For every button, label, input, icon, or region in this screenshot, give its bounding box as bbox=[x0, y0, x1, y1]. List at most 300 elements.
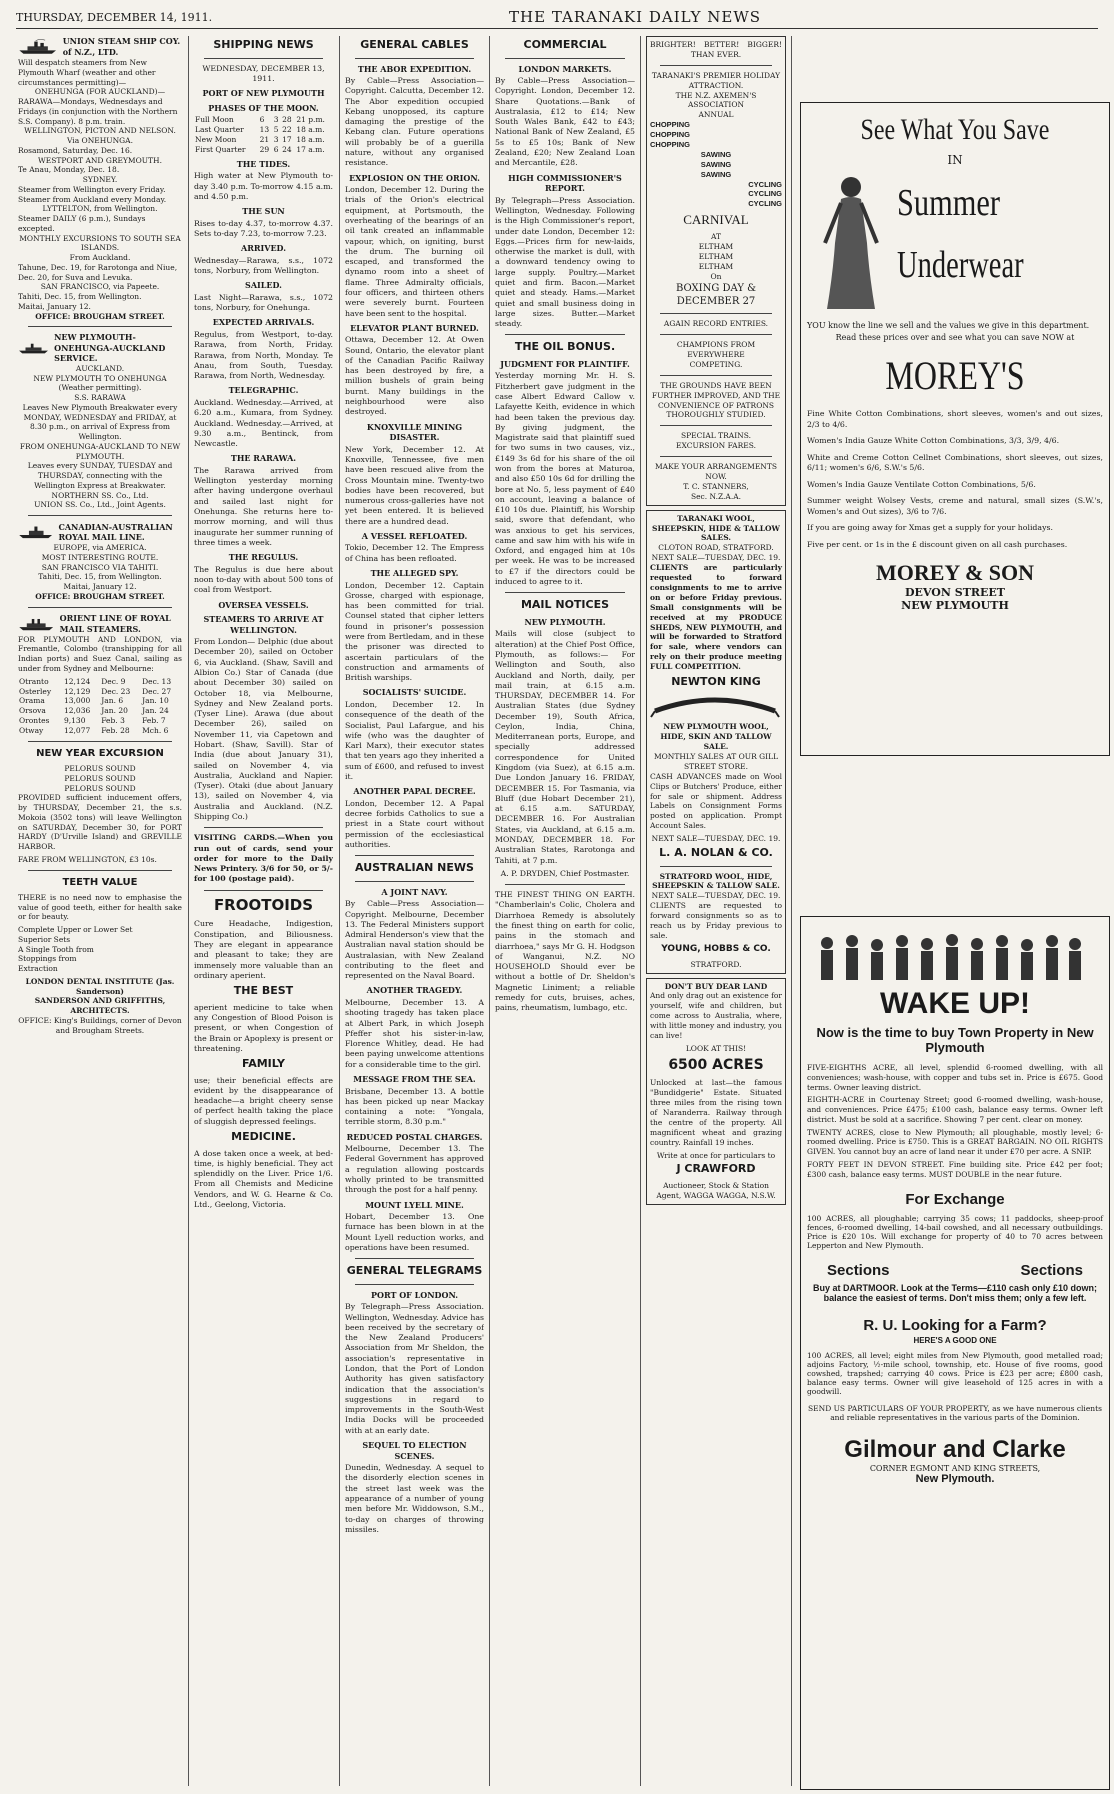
table-cell: Jan. 10 bbox=[142, 696, 169, 706]
paragraph: aperient medicine to take when any Congestion of Blood Poison is present, or when Congestion of the Brain or Apoplexy is present or threatening. bbox=[194, 1002, 333, 1053]
table-row bbox=[18, 696, 182, 706]
text-line: WELLINGTON, PICTON AND NELSON. Via ONEHUNGA. bbox=[24, 126, 176, 145]
paragraph: From London— Delphic (due about December 20), sailed on October 6, via Auckland. (Shaw, Savill and Albion Co.) Star of Canada (due about December 30) sailed on October 18, via Melbourne, Sydney and New Zealand ports. (Tyser Line). Arawa (due about December 26), sailed on November 11, via Capetown and Hobart. (Shaw, Savill). Star of India (due about January 31), sailed on November 4, via Australia, Auckland and Napier. (Tyser). Otaki (due about January 13), sailed on November 4, via Australia and Auckland. (N.Z. Shipping Co.) bbox=[194, 637, 333, 821]
moreys-heading: MOREY'S bbox=[885, 353, 1025, 398]
table-cell: 18 a.m. bbox=[296, 125, 325, 135]
steamship-icon bbox=[18, 337, 50, 359]
np-service-heading: NEW PLYMOUTH-ONEHUNGA-AUCKLAND SERVICE. bbox=[54, 332, 166, 364]
text-line: STRATFORD. bbox=[690, 959, 742, 969]
paragraph: Cure Headache, Indigestion, Constipation, and Biliousness. They are elegant in appearance and pleasant to take; they are immensely more valuable than an ordinary aperient. bbox=[194, 919, 333, 980]
union-heading: UNION STEAM SHIP COY. of N.Z., LTD. bbox=[62, 36, 181, 57]
firm-name: MOREY & SON bbox=[875, 560, 1035, 586]
text-line: Tahiti, Dec. 15, from Wellington. bbox=[18, 292, 142, 301]
cycling-label: CYCLING bbox=[748, 189, 782, 199]
text-line: Steamer from Wellington every Friday. bbox=[18, 184, 166, 194]
table-row bbox=[194, 125, 333, 135]
listing: FIVE-EIGHTHS ACRE, all level, splendid 6-roomed dwelling, with all conveniences; wash-house, with copper and tubs set in. Price is £675. Good terms. Owner leaving district. bbox=[807, 1063, 1103, 1092]
text-line: AUCKLAND. bbox=[75, 363, 125, 373]
carnival-title: CARNIVAL bbox=[683, 212, 749, 228]
text-line: NEXT SALE—TUESDAY, DEC. 19. bbox=[651, 553, 781, 563]
table-cell: 28 bbox=[282, 115, 292, 125]
table-cell: Dec. 27 bbox=[142, 686, 172, 696]
subheading: THE ALLEGED SPY. bbox=[370, 568, 459, 579]
eltham-label: ELTHAM bbox=[698, 242, 734, 252]
postmaster-signature: A. P. DRYDEN, Chief Postmaster. bbox=[500, 868, 630, 878]
summer-heading: Summer bbox=[897, 182, 1001, 224]
text-line: Maitai, January 12. bbox=[63, 582, 137, 592]
price-item: Five per cent. or 1s in the £ discount given on all cash purchases. bbox=[807, 539, 1068, 549]
exchange-heading: For Exchange bbox=[905, 1191, 1005, 1209]
text-line: Steamer DAILY (6 p.m.), Sundays excepted. bbox=[18, 214, 146, 233]
text-line: SAN FRANCISCO VIA TAHITI. bbox=[41, 562, 159, 572]
orient-sailings-table bbox=[18, 677, 182, 736]
paragraph: And only drag out an existence for yourself, wife and children, but come across to Australia, where, with little money and industry, you can live! bbox=[650, 991, 782, 1041]
orient-intro: FOR PLYMOUTH AND LONDON, via Fremantle, Colombo (transhipping for all Indian ports) and Suez Canal, sailing as under from Sydney and Melbourne: bbox=[18, 634, 182, 673]
paragraph: CASH ADVANCES made on Wool Clips or Butchers' Produce, either for sale or shipment. Address Labels on Consignment Forms posted on application. Prompt Account Sales. bbox=[650, 771, 782, 831]
paragraph: Brisbane, December 13. A bottle has been picked up near Mackay containing a note: "Yongala, terrible storm, 8.30 p.m." bbox=[345, 1086, 484, 1127]
paragraph: London, December 12. A Papal decree forbids Catholics to sue a priest in a State court without permission of the ecclesiastical authorities. bbox=[345, 798, 484, 849]
text-line: PROVIDED sufficient inducement offers, by THURSDAY, December 21, the s.s. Mokoia (3502 tons) will leave Wellington on SATURDAY, December 30, for PORT HARDY (D'Urville Island) and GREVILLE HARBOR. bbox=[18, 793, 182, 852]
table-cell: 24 bbox=[282, 144, 292, 154]
text-line: T. C. STANNERS, bbox=[683, 481, 749, 491]
cycling-label: CYCLING bbox=[748, 179, 782, 189]
section-heading: GENERAL CABLES bbox=[360, 38, 469, 51]
paragraph: The Regulus is due here about noon to-day with about 500 tons of coal from Westport. bbox=[194, 564, 333, 595]
table-cell: Dec. 23 bbox=[101, 686, 131, 696]
listing: FORTY FEET IN DEVON STREET. Fine building site. Price £42 per foot; £300 cash, balance easy terms. MUST DOUBLE in the near future. bbox=[807, 1159, 1103, 1179]
table-cell: 22 bbox=[282, 125, 292, 135]
table-cell: Feb. 3 bbox=[101, 716, 125, 726]
subheading: A VESSEL REFLOATED. bbox=[361, 530, 468, 541]
moon-heading: PHASES OF THE MOON. bbox=[208, 102, 319, 113]
visiting-cards-notice: VISITING CARDS.—When you run out of cards, send your order for more to the Daily News Printery. 3/6 for 50, or 5/- for 100 (postage paid). bbox=[194, 833, 333, 884]
subheading: NEW PLYMOUTH. bbox=[524, 616, 606, 627]
text-line: PELORUS SOUND bbox=[64, 773, 136, 783]
table-cell: Feb. 7 bbox=[142, 716, 166, 726]
text-line: RARAWA—Mondays, Wednesdays and Fridays (in conjunction with the Northern S.S. Company). 8 p.m. train. bbox=[18, 97, 178, 126]
wake-up-heading: WAKE UP! bbox=[880, 987, 1030, 1020]
table-cell: 6 bbox=[259, 115, 265, 125]
subheading: TELEGRAPHIC. bbox=[228, 385, 299, 396]
sections-heading: Sections bbox=[1020, 1262, 1083, 1280]
text-line: BETTER! bbox=[703, 40, 740, 49]
text-line: Write at once for particulars to bbox=[656, 1150, 776, 1160]
text-line: A Single Tooth from bbox=[18, 944, 94, 954]
text-line: AGAIN RECORD ENTRIES. bbox=[663, 319, 769, 329]
sawing-label: SAWING bbox=[700, 169, 732, 179]
subheading: THE TIDES. bbox=[236, 158, 291, 169]
column-rule bbox=[489, 36, 490, 1786]
firm-name: L. A. NOLAN & CO. bbox=[659, 846, 773, 860]
subheading: SOCIALISTS' SUICIDE. bbox=[362, 687, 467, 698]
acreage-heading: 6500 ACRES bbox=[668, 1056, 764, 1073]
table-cell: 9,130 bbox=[64, 716, 86, 726]
table-cell: Orama bbox=[19, 696, 45, 706]
subheading: ANOTHER PAPAL DECREE. bbox=[353, 786, 476, 797]
paragraph: THE FINEST THING ON EARTH. "Chamberlain's Colic, Cholera and Diarrhoea Remedy is absolutely the finest thing on earth for colic, pains in the stomach and diarrhoea," says Mr G. H. Hodgson of Wanganui, N.Z. NO HOUSEHOLD Should ever be without a bottle of Dr. Sheldon's Magnetic Liniment; a reliable remedy for cuts, bruises, aches, pains, rheumatism, lumbago, etc. bbox=[495, 890, 635, 1013]
canadian-notice bbox=[18, 543, 182, 602]
text-line: IN bbox=[947, 153, 963, 167]
text-line: MONTHLY SALES AT OUR GILL STREET STORE. bbox=[653, 752, 779, 771]
subheading: MEDICINE. bbox=[231, 1129, 296, 1143]
subheading: PORT OF LONDON. bbox=[370, 1289, 459, 1300]
text-line: Tahiti, Dec. 15, from Wellington. bbox=[38, 572, 162, 582]
text-line: LYTTELTON, from Wellington. bbox=[42, 204, 158, 214]
text-line: Stoppings from bbox=[18, 954, 77, 964]
table-cell: 17 a.m. bbox=[296, 144, 325, 154]
paragraph: By Cable—Press Association—Copyright. Melbourne, December 13. The Federal Ministers support Admiral Henderson's view that the Australian naval station should be Australasian, with New Zealand contributing to the fleet and represented on the Naval Board. bbox=[345, 899, 484, 981]
chopping-label: CHOPPING bbox=[650, 120, 691, 130]
steamship-icon bbox=[18, 36, 59, 58]
table-row bbox=[194, 135, 333, 145]
paragraph: The Rarawa arrived from Wellington yesterday morning after having undergone overhaul and sailed last night for Onehunga. She returns here to-morrow morning, and will thus inaugurate her summer running of three times a week. bbox=[194, 465, 333, 547]
text-line: BRIGHTER! bbox=[650, 40, 696, 49]
column-rule bbox=[188, 36, 189, 1786]
table-cell: 5 bbox=[273, 125, 279, 135]
subheading: MESSAGE FROM THE SEA. bbox=[353, 1073, 476, 1084]
column-shipping-ads bbox=[18, 36, 182, 1786]
subheading: SEQUEL TO ELECTION SCENES. bbox=[362, 1440, 467, 1461]
text-line: UNION SS. Co., Ltd., Joint Agents. bbox=[34, 500, 166, 510]
price-item: Women's India Gauze Ventilate Cotton Combinations, 5/6. bbox=[807, 479, 1036, 489]
moon-phases-table bbox=[194, 115, 333, 155]
subheading: OVERSEA VESSELS. bbox=[218, 599, 309, 610]
price-item: White and Creme Cotton Cellnet Combinations, short sleeves, out sizes, 6/11; women's 6/6, S.W.'s 5/6. bbox=[807, 452, 1103, 473]
text-line: From Auckland. bbox=[69, 253, 131, 262]
subheading: Now is the time to buy Town Property in New Plymouth bbox=[816, 1025, 1094, 1055]
table-cell: 18 a.m. bbox=[296, 134, 325, 144]
text-line: NEW PLYMOUTH bbox=[901, 599, 1009, 613]
text-line: NEW PLYMOUTH WOOL, HIDE, SKIN AND TALLOW SALE. bbox=[660, 722, 772, 752]
summer-underwear-ad bbox=[800, 102, 1110, 756]
paragraph: Mails will close (subject to alteration) at the Chief Post Office, Plymouth, as follows:— For Wellington and South, also Auckland and North, daily, per mail train, at 6.15 a.m. THURSDAY, DECEMBER 14. For Australian States (due Sydney December 19), South Africa, Ceylon, India, China, Mediterranean ports, Europe, and specially addressed correspondence for United Kingdom (via Suez), at 6.15 a.m. Due London January 16. FRIDAY, DECEMBER 15. For Tasmania, via Bluff (due Hobart December 21), at 6.15 a.m. SATURDAY, DECEMBER 16. For Australian States, via Auckland, at 6.15 a.m. MONDAY, DECEMBER 18. For Australian States, Rarotonga and Tahiti, at 7 p.m. bbox=[495, 629, 635, 865]
column-commercial bbox=[495, 36, 635, 1786]
subheading: FAMILY bbox=[241, 1057, 286, 1071]
steamship-icon bbox=[18, 613, 56, 635]
issue-date: THURSDAY, DECEMBER 14, 1911. bbox=[16, 10, 213, 24]
text-line: SAN FRANCISCO, via Papeete. bbox=[40, 282, 160, 292]
subheading: THE ABOR EXPEDITION. bbox=[357, 63, 472, 74]
section-heading: MAIL NOTICES bbox=[520, 598, 610, 612]
union-notice bbox=[18, 58, 182, 321]
text-line: Read these prices over and see what you can save NOW at bbox=[835, 333, 1075, 342]
price-item: Fine White Cotton Combinations, short sleeves, women's and out sizes, 2/3 to 4/6. bbox=[807, 409, 1103, 429]
table-row bbox=[18, 677, 182, 687]
table-cell: Dec. 13 bbox=[142, 676, 172, 686]
table-cell: 12,129 bbox=[64, 686, 91, 696]
text-line: OFFICE: BROUGHAM STREET. bbox=[35, 311, 165, 321]
text-line: CHAMPIONS FROM EVERYWHERE bbox=[676, 340, 756, 360]
paragraph: CLIENTS are requested to forward consignments so as to reach us by Friday previous to sale. bbox=[650, 901, 782, 940]
column-rule bbox=[640, 36, 641, 1786]
steamship-icon bbox=[18, 521, 54, 543]
text-line: Tahune, Dec. 19, for Rarotonga and Niue, Dec. 20, for Suva and Levuka. bbox=[18, 262, 178, 282]
chopping-label: CHOPPING bbox=[650, 140, 691, 150]
paragraph: By Telegraph—Press Association. Wellington, Wednesday. Following is the High Commissioner's report, under date London, December 12: Eggs.—Prices firm for new-laids, otherwise the market is dull, with a downward tendency owing to large supply. Poultry.—Market quiet and firm. Bacon.—Market quiet and steady. Hams.—Market quiet and small business doing in large sizes. Butter.—Market steady. bbox=[495, 195, 635, 329]
subheading: A JOINT NAVY. bbox=[381, 886, 448, 897]
firm-name: Gilmour and Clarke bbox=[844, 1436, 1066, 1464]
price-item: Summer weight Wolsey Vests, creme and natural, small sizes (S.W.'s, Women's and Out sizes), 3/6 to 7/6. bbox=[807, 496, 1103, 516]
text-line: NEXT SALE—TUESDAY, DEC. 19. bbox=[651, 834, 781, 844]
table-cell: Jan. 6 bbox=[101, 696, 124, 706]
text-line: THE GROUNDS HAVE BEEN FURTHER IMPROVED, AND THE CONVENIENCE OF PATRONS THOROUGHLY STUDIED. bbox=[651, 380, 781, 420]
paragraph: By Telegraph—Press Association. Wellington, Wednesday. Advice has been received by the secretary of the New Zealand Producers' Association from Mr Sheldon, the association's representative in London, that the Port of London Authority has given satisfactory indication that the association's suggestions in regard to improvements in the South-West India Docks will be proceeded with at an early date. bbox=[345, 1302, 484, 1435]
paragraph: Auckland. Wednesday.—Arrived, at 6.20 a.m., Kumara, from Sydney. Auckland. Wednesday.—Arrived, at 9.30 a.m., Bentinck, from Newcastle. bbox=[194, 397, 333, 449]
table-row bbox=[194, 115, 333, 125]
column-rule bbox=[339, 36, 340, 1786]
dartmoor-notice: Buy at DARTMOOR. Look at the Terms—£110 cash only £10 down; balance the easiest of terms. Don't miss them; only a few left. bbox=[813, 1283, 1097, 1304]
excursion-heading: NEW YEAR EXCURSION bbox=[36, 747, 164, 759]
teeth-heading: TEETH VALUE bbox=[62, 876, 138, 888]
listing: 100 ACRES, all ploughable; carrying 35 cows; 11 paddocks, sheep-proof fences, 6-roomed dwelling, 14-bail cowshed, and all necessary outbuildings. Price is £20 10s. Will exchange for property of 40 to 70 acres between Lepperton and New Plymouth. bbox=[807, 1214, 1103, 1251]
text-line: Auctioneer, Stock & Station Agent, WAGGA WAGGA, N.S.W. bbox=[656, 1180, 776, 1200]
text-line: STRATFORD WOOL, HIDE, SHEEPSKIN & TALLOW SALE. bbox=[652, 871, 780, 891]
table-row bbox=[18, 706, 182, 716]
table-cell: Jan. 24 bbox=[142, 706, 169, 716]
subheading: LONDON MARKETS. bbox=[518, 63, 612, 74]
text-line: Leaves every SUNDAY, TUESDAY and THURSDAY, connecting with the Wellington Express at Breakwater. bbox=[27, 461, 173, 490]
firm-name: NEWTON KING bbox=[671, 674, 761, 688]
table-row bbox=[18, 726, 182, 736]
text-line: Superior Sets bbox=[18, 934, 71, 944]
text-line: LOOK AT THIS! bbox=[685, 1043, 747, 1053]
text-line: On bbox=[710, 271, 722, 281]
newspaper-title: THE TARANAKI DAILY NEWS bbox=[509, 8, 762, 26]
table-cell: Jan. 20 bbox=[101, 706, 128, 716]
subheading: ELEVATOR PLANT BURNED. bbox=[350, 322, 479, 333]
column-shipping-news bbox=[194, 36, 333, 1786]
subheading: MOUNT LYELL MINE. bbox=[365, 1199, 464, 1210]
table-cell: 21 p.m. bbox=[296, 115, 325, 125]
text-line: MONTHLY EXCURSIONS TO SOUTH SEA ISLANDS. bbox=[19, 233, 181, 253]
paragraph: By Cable—Press Association—Copyright. London, December 12. Share Quotations.—Bank of Australasia, £12 to £14; New South Wales Bank, £42 to £43; National Bank of New Zealand, £5 5s to £5 10s; Bank of New Zealand, £20; New Zealand Loan and Mercantile, £28. bbox=[495, 76, 635, 168]
event-dates: BOXING DAY & DECEMBER 27 bbox=[675, 282, 757, 308]
column-rule bbox=[791, 36, 792, 1786]
text-line: OFFICE: BROUGHAM STREET. bbox=[35, 591, 165, 601]
table-cell: Dec. 9 bbox=[101, 676, 126, 686]
subheading: ANOTHER TRAGEDY. bbox=[366, 985, 463, 996]
text-line: DEVON STREET bbox=[905, 586, 1005, 600]
subheading: HIGH COMMISSIONER'S REPORT. bbox=[508, 172, 622, 194]
text-line: Complete Upper or Lower Set bbox=[18, 925, 133, 935]
woman-figure-illustration bbox=[811, 173, 891, 313]
text-line: S.S. RARAWA bbox=[74, 393, 126, 403]
text-line: MOST INTERESTING ROUTE. bbox=[41, 552, 159, 562]
listing: 100 ACRES, all level; eight miles from New Plymouth, good metalled road; adjoins Factory, ½-mile school, township, etc. House of five rooms, good cowshed, trapshed; carrying 40 cows. Price is £23 per acre; £800 cash, balance easy terms. Owner will give leasehold of 125 acres in with a goodwill. bbox=[807, 1351, 1103, 1397]
paragraph: New York, December 12. At Knoxville, Tennessee, five men have been rescued alive from the Cross Mountain mine. Twenty-two bodies have been recovered, but numerous cross-galleries have not yet been entered. It is believed there are a hundred dead. bbox=[345, 444, 484, 526]
column-general-cables bbox=[345, 36, 484, 1786]
frootoids-heading: FROOTOIDS bbox=[213, 895, 314, 914]
subheading: SAILED. bbox=[245, 280, 282, 291]
subheading: EXPLOSION ON THE ORION. bbox=[349, 172, 480, 183]
text-line: SYDNEY. bbox=[82, 175, 118, 184]
text-line: FARE FROM WELLINGTON, £3 10s. bbox=[18, 854, 157, 864]
wool-sales-ad bbox=[646, 510, 786, 974]
paragraph: CLIENTS are particularly requested to forward consignments to me to arrive on or before Friday previous. Small consignments will be received at my PRODUCE SHEDS, NEW PLYMOUTH, and will be forwarded to Stratford for sale, where vendors can rely on their produce meeting FULL COMPETITION. bbox=[650, 563, 782, 672]
dateline: WEDNESDAY, DECEMBER 13, 1911. bbox=[202, 63, 325, 83]
paragraph: London, December 12. In consequence of the death of the Socialist, Paul Lafargue, and his wife (who was the daughter of Karl Marx), their executor states that ten years ago they inherited a sum of £600, and refused to invest it. bbox=[345, 699, 484, 781]
paragraph: Dunedin, Wednesday. A sequel to the disorderly election scenes in the street last week was the appearance of a number of young men before Mr. Widdowson, S.M., to-day on charges of throwing missiles. bbox=[345, 1463, 484, 1534]
paragraph: Last Night—Rarawa, s.s., 1072 tons, Norbury, for Onehunga. bbox=[194, 292, 333, 313]
text-line: PELORUS SOUND bbox=[64, 764, 136, 774]
paragraph: Melbourne, December 13. The Federal Government has approved a regulation allowing postcards wholly printed to be transmitted through the post for a half penny. bbox=[345, 1144, 484, 1195]
port-heading: PORT OF NEW PLYMOUTH bbox=[202, 88, 325, 99]
subheading: ARRIVED. bbox=[241, 243, 286, 254]
text-line: NEW PLYMOUTH TO ONEHUNGA (Weather permitting). bbox=[33, 373, 167, 393]
table-cell: Orontes bbox=[19, 716, 50, 726]
subheading: JUDGMENT FOR PLAINTIFF. bbox=[500, 358, 630, 369]
text-line: TARANAKI WOOL, SHEEPSKIN, HIDE & TALLOW SALES. bbox=[652, 513, 780, 543]
text-line: Leaves New Plymouth Breakwater every MONDAY, WEDNESDAY and FRIDAY, at 8.30 p.m., on arrival of Express from Wellington. bbox=[22, 402, 178, 442]
table-cell: Last Quarter bbox=[195, 125, 244, 135]
table-cell: 3 bbox=[273, 115, 279, 125]
eltham-label: ELTHAM bbox=[698, 262, 734, 272]
paragraph: London, December 12. During the trials of the Orion's electrical equipment, at Portsmouth, the overheating of the bearings of an oil tank created an inflammable vapour, which, on igniting, burst the drum. The burning oil escaped, and transformed the dynamo room into a sheet of flame. Three Admiralty officials, four officers, and thirteen others were severely burnt. Fourteen have been sent to the hospital. bbox=[345, 185, 484, 318]
text-line: ONEHUNGA (FOR AUCKLAND)— bbox=[34, 87, 166, 97]
text-line: SEND US PARTICULARS OF YOUR PROPERTY, as we have numerous clients and reliable representatives in the various parts of the Dominion. bbox=[808, 1404, 1102, 1423]
table-cell: 13 bbox=[259, 125, 270, 135]
subheading: THE RARAWA. bbox=[230, 453, 297, 464]
text-line: Will despatch steamers from New Plymouth Wharf (weather and other circumstances permitting)— bbox=[18, 58, 156, 87]
listing: EIGHTH-ACRE in Courtenay Street; good 6-roomed dwelling, wash-house, and conveniences. Price £475; £100 cash, balance easy terms. Owner left district. Must be sold at a sacrifice. Showing 7 per cent. clear on money. bbox=[807, 1095, 1103, 1124]
orient-heading: ORIENT LINE OF ROYAL MAIL STEAMERS. bbox=[59, 613, 171, 634]
text-line: EXCURSION FARES. bbox=[676, 441, 756, 451]
paragraph: YOU know the line we sell and the values we give in this department. bbox=[807, 321, 1090, 330]
text-line: NEXT SALE—TUESDAY, DEC. 19. bbox=[651, 891, 781, 901]
subheading: STEAMERS TO ARRIVE AT WELLINGTON. bbox=[203, 614, 324, 635]
paragraph: High water at New Plymouth to-day 3.40 p.m. To-morrow 4.15 a.m. and 4.50 p.m. bbox=[194, 171, 333, 201]
section-heading: GENERAL TELEGRAMS bbox=[346, 1264, 483, 1278]
listing: TWENTY ACRES, close to New Plymouth; all ploughable, mostly level; 6-roomed dwelling. Price is £750. This is a GREAT BARGAIN. NO OIL RIGHTS GIVEN. You cannot buy an acre of land near it under £70 per acre. A SNIP. bbox=[807, 1127, 1103, 1156]
text-line: New Plymouth. bbox=[915, 1473, 995, 1486]
sections-heading: Sections bbox=[827, 1262, 890, 1280]
text-line: ATTRACTION. bbox=[688, 80, 744, 90]
underwear-heading: Underwear bbox=[897, 244, 1024, 286]
text-line: HERE'S A GOOD ONE bbox=[913, 1336, 997, 1346]
price-item: Women's India Gauze White Cotton Combinations, 3/3, 3/9, 4/6. bbox=[807, 436, 1060, 446]
text-line: WESTPORT AND GREYMOUTH. bbox=[38, 155, 162, 165]
subheading: REDUCED POSTAL CHARGES. bbox=[346, 1131, 483, 1142]
table-cell: Otway bbox=[19, 726, 44, 736]
real-estate-ad bbox=[800, 916, 1110, 1790]
subheading: THE REGULUS. bbox=[228, 552, 299, 563]
text-line: AT bbox=[710, 232, 721, 242]
sawing-label: SAWING bbox=[700, 149, 732, 159]
canadian-heading: CANADIAN-AUSTRALIAN ROYAL MAIL LINE. bbox=[58, 521, 173, 543]
paragraph: Regulus, from Westport, to-day. Rarawa, from North, Friday. Rarawa, from North, Monday. Te Anau, from South, Tuesday. Rarawa, from North, Wednesday. bbox=[194, 330, 333, 381]
text-line: SPECIAL TRAINS. bbox=[681, 431, 751, 441]
table-cell: 6 bbox=[273, 144, 279, 154]
text-line: MAKE YOUR ARRANGEMENTS NOW. bbox=[654, 462, 778, 482]
table-cell: Mch. 6 bbox=[142, 726, 169, 736]
table-cell: Osterley bbox=[19, 686, 52, 696]
table-cell: First Quarter bbox=[195, 144, 246, 154]
text-line: THE N.Z. AXEMEN'S ASSOCIATION bbox=[675, 90, 757, 110]
table-cell: 12,124 bbox=[64, 676, 91, 686]
table-cell: Full Moon bbox=[195, 115, 234, 125]
paragraph: Unlocked at last—the famous "Bundidgerie" Estate. Situated three miles from the rising town of Naranderra. Railway through the centre of the property. All magnificent wheat and grazing country. Rainfall 19 inches. bbox=[650, 1078, 782, 1147]
section-heading: COMMERCIAL bbox=[523, 38, 607, 51]
np-service-notice bbox=[18, 364, 182, 510]
farm-heading: R. U. Looking for a Farm? bbox=[863, 1317, 1047, 1335]
cycling-label: CYCLING bbox=[748, 199, 782, 209]
text-line: PELORUS SOUND bbox=[64, 783, 136, 793]
text-line: DON'T BUY DEAR LAND bbox=[664, 981, 768, 991]
text-line: COMPETING. bbox=[689, 359, 743, 369]
table-cell: Orsova bbox=[19, 706, 46, 716]
subheading: EXPECTED ARRIVALS. bbox=[212, 317, 315, 328]
text-line: Te Anau, Monday, Dec. 18. bbox=[18, 165, 120, 175]
text-line: THAN EVER. bbox=[690, 49, 742, 59]
text-line: Extraction bbox=[18, 964, 58, 974]
paragraph: Tokio, December 12. The Empress of China has been refloated. bbox=[345, 543, 484, 563]
table-cell: 12,077 bbox=[64, 726, 91, 736]
sawing-label: SAWING bbox=[700, 159, 732, 169]
text-line: CLOTON ROAD, STRATFORD. bbox=[658, 543, 774, 553]
text-line: TARANAKI'S PREMIER HOLIDAY bbox=[651, 70, 781, 80]
ribbon-banner-icon bbox=[650, 693, 780, 719]
text-line: FROM ONEHUNGA-AUCKLAND TO NEW PLYMOUTH. bbox=[19, 441, 181, 461]
land-ad bbox=[646, 978, 786, 1205]
text-line: CORNER EGMONT AND KING STREETS, bbox=[869, 1464, 1041, 1474]
section-heading: SHIPPING NEWS bbox=[213, 38, 314, 51]
masthead bbox=[16, 6, 1098, 29]
text-line: EUROPE, via AMERICA. bbox=[53, 543, 147, 553]
section-heading: THE OIL BONUS. bbox=[514, 340, 616, 354]
text-line: ANNUAL bbox=[698, 110, 734, 120]
paragraph: By Cable—Press Association—Copyright. Calcutta, December 12. The Abor expedition occupied Kebang unopposed, its capture damaging the prestige of the Kebang clan. Future operations will probably be of a guerilla nature, without any organised resistance. bbox=[345, 76, 484, 168]
teeth-notice bbox=[18, 893, 182, 1036]
paragraph: Rises to-day 4.37, to-morrow 4.37. Sets to-day 7.23, to-morrow 7.23. bbox=[194, 218, 333, 238]
ad-headline: See What You Save bbox=[860, 113, 1050, 146]
table-cell: Otranto bbox=[19, 676, 49, 686]
paragraph: Wednesday—Rarawa, s.s., 1072 tons, Norbury, from Wellington. bbox=[194, 255, 333, 276]
table-cell: New Moon bbox=[195, 134, 237, 144]
subheading: KNOXVILLE MINING DISASTER. bbox=[366, 421, 463, 443]
section-heading: AUSTRALIAN NEWS bbox=[355, 861, 474, 875]
paragraph: Melbourne, December 13. A shooting tragedy has taken place at Albert Park, in which Joseph Pfeffer shot his sister-in-law, Florence Whitley, dead. He had been paying unwelcome attentions for a considerable time to the girl. bbox=[345, 998, 484, 1069]
excursion-notice bbox=[18, 764, 182, 865]
text-line: NORTHERN SS. Co., Ltd. bbox=[51, 490, 149, 500]
crowd-illustration bbox=[807, 923, 1087, 983]
column-advertisements bbox=[646, 36, 786, 1786]
paragraph: London, December 12. Captain Grosse, charged with espionage, has been committed for trial. Counsel stated that cipher letters found in prisoner's possession were from Bertledam, and in these the prisoner was directed to ascertain particulars of the construction and armaments of British warships. bbox=[345, 580, 484, 683]
price-item: If you are going away for Xmas get a supply for your holidays. bbox=[807, 523, 1053, 533]
subheading: THE BEST bbox=[233, 984, 294, 998]
table-cell: 13,000 bbox=[64, 696, 91, 706]
table-cell: 3 bbox=[273, 134, 279, 144]
table-cell: 17 bbox=[282, 134, 292, 144]
text-line: Rosamond, Saturday, Dec. 16. bbox=[18, 145, 133, 155]
paragraph: Yesterday morning Mr. H. S. Fitzherbert gave judgment in the case Albert Edward Callow v. Lafayette Keith, evidence in which had been taken the previous day. By giving judgment, the Magistrate said that plaintiff sued for two sums in two causes, viz., £149 3s 6d for his share of the oil won from the bores at Maturoa, and also £50 10s 6d for drilling the bore at No. 5, less payment of £40 on account, leaving a balance of £10 10s due. Plaintiff, his Worship said, swore that defendant, who was anxious to get his services, came and saw him with his wife in Oxford, and engaged him at 10s per week. He was to be increased to £7 if the directors could be induced to agree to it. bbox=[495, 371, 635, 587]
firm-name: YOUNG, HOBBS & CO. bbox=[661, 943, 771, 954]
table-cell: 12,036 bbox=[64, 706, 91, 716]
eltham-label: ELTHAM bbox=[698, 252, 734, 262]
table-cell: Feb. 28 bbox=[101, 726, 130, 736]
text-line: Maitai, January 12. bbox=[18, 301, 91, 311]
text-line: SANDERSON AND GRIFFITHS, ARCHITECTS. bbox=[34, 996, 166, 1016]
chopping-label: CHOPPING bbox=[650, 130, 691, 140]
table-cell: 29 bbox=[259, 144, 270, 154]
paragraph: Ottawa, December 12. At Owen Sound, Ontario, the elevator plant of the Canadian Pacific Railway has been destroyed by fire, a million bushels of grain being burnt. Many buildings in the neighbourhood were also destroyed. bbox=[345, 335, 484, 417]
table-row bbox=[18, 716, 182, 726]
paragraph: A dose taken once a week, at bed-time, is highly beneficial. They act splendidly on the Liver. Price 1/6. From all Chemists and Medicine Vendors, and W. G. Hearne & Co. Ltd., Geelong, Victoria. bbox=[194, 1148, 333, 1209]
table-cell: 21 bbox=[259, 134, 270, 144]
carnival-ad bbox=[646, 36, 786, 506]
table-row bbox=[194, 145, 333, 155]
text-line: Sec. N.Z.A.A. bbox=[690, 491, 742, 501]
text-line: BIGGER! bbox=[747, 40, 782, 49]
